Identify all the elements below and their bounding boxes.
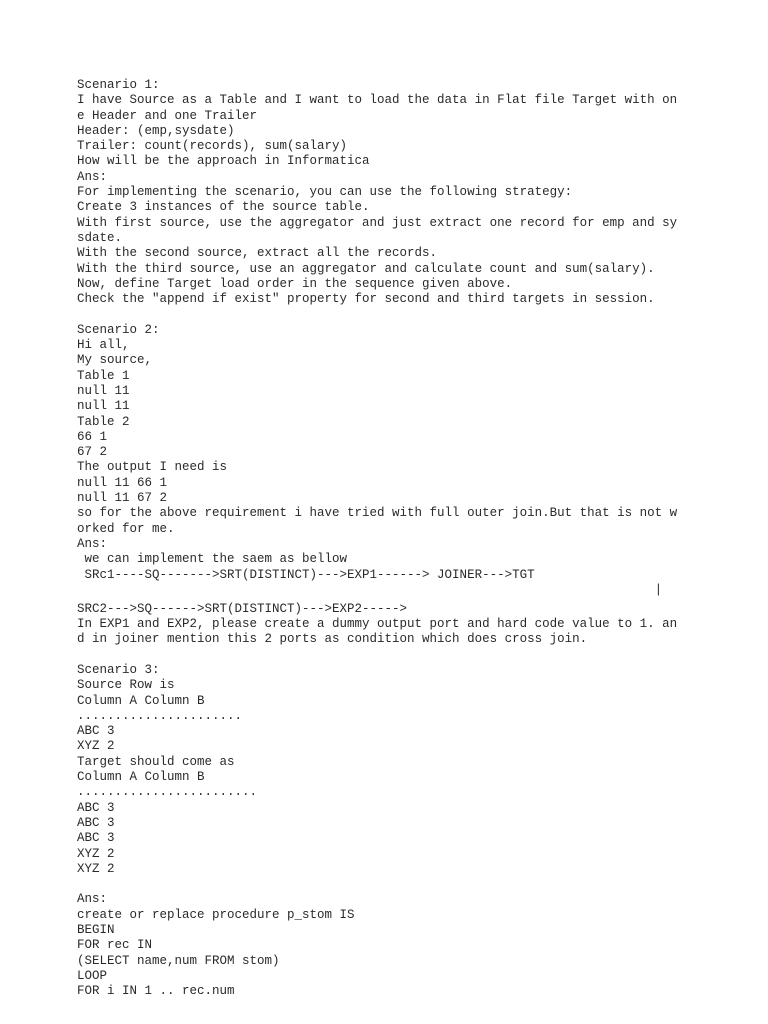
text-line: Source Row is <box>77 678 175 693</box>
code-line: (SELECT name,num FROM stom) <box>77 953 280 968</box>
text-line: XYZ 2 <box>77 739 115 754</box>
text-line: d in joiner mention this 2 ports as condition which does cross join. <box>77 632 588 647</box>
blank-line <box>77 307 697 322</box>
text-line: null 11 67 2 <box>77 491 168 506</box>
answer-label: Ans: <box>77 169 108 184</box>
text-line: orked for me. <box>77 521 175 536</box>
text-line: Column A Column B <box>77 770 205 785</box>
code-line: BEGIN <box>77 923 115 938</box>
answer-label: Ans: <box>77 536 108 551</box>
text-line: In EXP1 and EXP2, please create a dummy output port and hard code value to 1. an <box>77 617 678 632</box>
text-line: Trailer: count(records), sum(salary) <box>77 139 348 154</box>
code-line: LOOP <box>77 968 108 983</box>
text-line: ABC 3 <box>77 800 115 815</box>
text-line: null 11 <box>77 383 130 398</box>
code-line: create or replace procedure p_stom IS <box>77 907 355 922</box>
text-line: so for the above requirement i have tried with full outer join.But that is not w <box>77 506 678 521</box>
text-line: Hi all, <box>77 338 130 353</box>
text-line: How will be the approach in Informatica <box>77 154 370 169</box>
text-line: Target should come as <box>77 754 235 769</box>
code-line: FOR rec IN <box>77 938 153 953</box>
text-line: The output I need is <box>77 460 228 475</box>
text-line: Check the "append if exist" property for second and third targets in session. <box>77 292 655 307</box>
text-line: My source, <box>77 353 153 368</box>
blank-line <box>77 648 697 663</box>
text-line: For implementing the scenario, you can use the following strategy: <box>77 185 573 200</box>
text-line: sdate. <box>77 230 123 245</box>
text-line: Header: (emp,sysdate) <box>77 123 235 138</box>
answer-label: Ans: <box>77 892 108 907</box>
text-line: 67 2 <box>77 445 108 460</box>
text-line: e Header and one Trailer <box>77 108 258 123</box>
text-line: XYZ 2 <box>77 846 115 861</box>
flow-line-1: SRc1----SQ------->SRT(DISTINCT)--->EXP1------> JOINER--->TGT <box>77 567 535 582</box>
text-line: 66 1 <box>77 429 108 444</box>
text-line: ABC 3 <box>77 815 115 830</box>
text-line: ABC 3 <box>77 724 115 739</box>
text-line: ...................... <box>77 708 243 723</box>
blank-line <box>77 877 697 892</box>
scenario-2-heading: Scenario 2: <box>77 322 160 337</box>
text-line: Column A Column B <box>77 693 205 708</box>
scenario-1-heading: Scenario 1: <box>77 78 160 92</box>
document-text <box>77 78 697 1000</box>
text-line: With the second source, extract all the records. <box>77 246 438 261</box>
flow-pipe: | <box>77 582 663 597</box>
text-line: Table 1 <box>77 368 130 383</box>
text-line: ABC 3 <box>77 831 115 846</box>
text-line: we can implement the saem as bellow <box>77 552 348 567</box>
flow-line-2: SRC2--->SQ------>SRT(DISTINCT)--->EXP2-----> <box>77 601 408 616</box>
text-line: ........................ <box>77 785 258 800</box>
code-line: FOR i IN 1 .. rec.num <box>77 984 235 999</box>
text-line: null 11 66 1 <box>77 475 168 490</box>
scenario-3-heading: Scenario 3: <box>77 662 160 677</box>
text-line: With first source, use the aggregator and just extract one record for emp and sy <box>77 215 678 230</box>
text-line: XYZ 2 <box>77 861 115 876</box>
text-line: Now, define Target load order in the sequence given above. <box>77 276 513 291</box>
text-line: null 11 <box>77 399 130 414</box>
text-line: I have Source as a Table and I want to load the data in Flat file Target with on <box>77 93 678 108</box>
text-line: Table 2 <box>77 414 130 429</box>
text-line: Create 3 instances of the source table. <box>77 200 370 215</box>
text-line: With the third source, use an aggregator and calculate count and sum(salary). <box>77 261 655 276</box>
